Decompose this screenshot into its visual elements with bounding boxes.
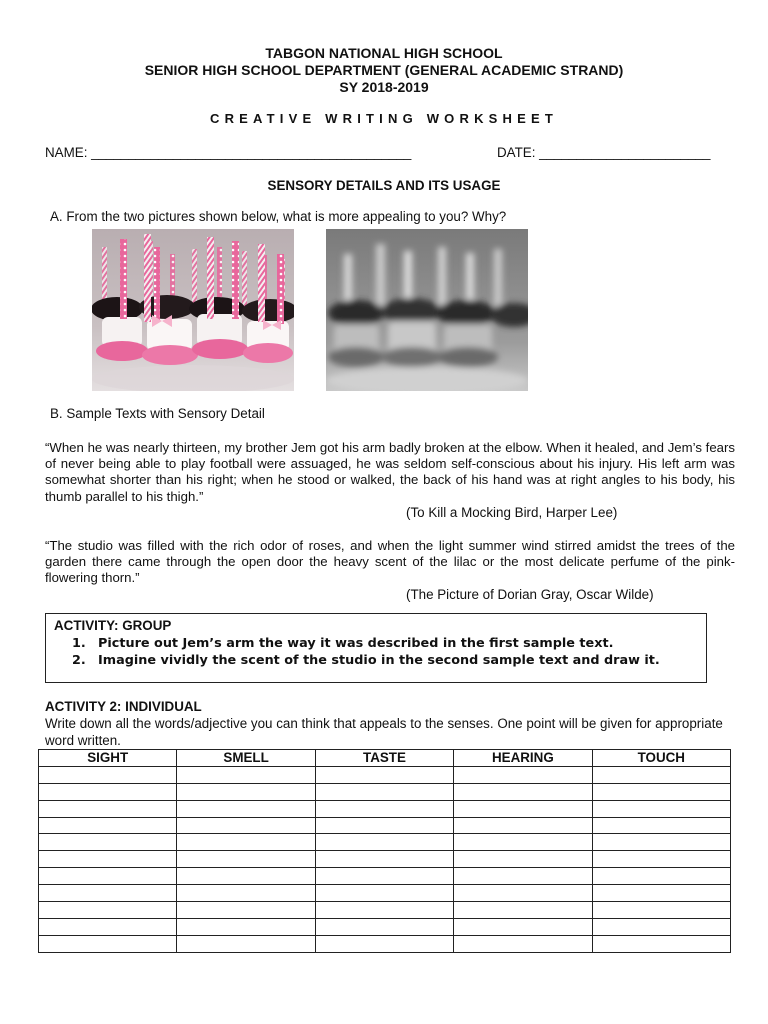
answer-cell-smell[interactable] <box>177 851 315 868</box>
table-row <box>39 935 731 952</box>
answer-cell-touch[interactable] <box>592 834 730 851</box>
answer-cell-taste[interactable] <box>315 902 453 919</box>
part-a-question: A. From the two pictures shown below, what is more appealing to you? Why? <box>50 209 507 224</box>
cake-pops-blurred-image <box>326 229 528 391</box>
table-row <box>39 834 731 851</box>
answer-cell-taste[interactable] <box>315 817 453 834</box>
group-activity-box <box>45 613 707 683</box>
answer-cell-touch[interactable] <box>592 885 730 902</box>
answer-cell-taste[interactable] <box>315 783 453 800</box>
list-item-number: 2. <box>72 653 86 668</box>
name-field[interactable]: NAME: ___________________________________________ <box>45 145 412 160</box>
school-name: TABGON NATIONAL HIGH SCHOOL <box>265 45 503 61</box>
date-field[interactable]: DATE: _______________________ <box>497 145 711 160</box>
column-header-sight: SIGHT <box>39 750 177 767</box>
answer-cell-touch[interactable] <box>592 918 730 935</box>
answer-cell-taste[interactable] <box>315 868 453 885</box>
answer-cell-hearing[interactable] <box>454 902 592 919</box>
answer-cell-smell[interactable] <box>177 800 315 817</box>
answer-cell-hearing[interactable] <box>454 918 592 935</box>
sample-text-2: “The studio was filled with the rich odor of roses, and when the light summer wind stirred amidst the trees of the garden there came through the open door the heavy scent of the lilac or the most delicate perfume of the pink-flowering thorn.” <box>45 538 735 586</box>
sample-text-1: “When he was nearly thirteen, my brother Jem got his arm badly broken at the elbow. When it healed, and Jem’s fears of never being able to play football were assuaged, he was seldom self-conscious about his injury. His left arm was somewhat shorter than his right; when he stood or walked, the back of his hand was at right angles to his body, his thumb parallel to his thigh.” <box>45 440 735 504</box>
answer-cell-sight[interactable] <box>39 918 177 935</box>
answer-cell-sight[interactable] <box>39 800 177 817</box>
answer-cell-taste[interactable] <box>315 851 453 868</box>
answer-cell-sight[interactable] <box>39 851 177 868</box>
table-row <box>39 902 731 919</box>
answer-cell-touch[interactable] <box>592 800 730 817</box>
answer-cell-sight[interactable] <box>39 817 177 834</box>
column-header-hearing: HEARING <box>454 750 592 767</box>
answer-cell-hearing[interactable] <box>454 783 592 800</box>
table-row <box>39 817 731 834</box>
answer-cell-touch[interactable] <box>592 783 730 800</box>
part-b-heading: B. Sample Texts with Sensory Detail <box>50 406 265 421</box>
answer-cell-sight[interactable] <box>39 885 177 902</box>
section-title: SENSORY DETAILS AND ITS USAGE <box>267 178 501 193</box>
answer-cell-touch[interactable] <box>592 766 730 783</box>
list-item <box>72 635 698 652</box>
answer-cell-sight[interactable] <box>39 766 177 783</box>
answer-cell-sight[interactable] <box>39 935 177 952</box>
answer-cell-touch[interactable] <box>592 817 730 834</box>
answer-cell-smell[interactable] <box>177 918 315 935</box>
answer-cell-smell[interactable] <box>177 935 315 952</box>
table-header-row <box>39 750 731 767</box>
answer-cell-taste[interactable] <box>315 918 453 935</box>
answer-cell-taste[interactable] <box>315 834 453 851</box>
answer-cell-sight[interactable] <box>39 868 177 885</box>
answer-cell-touch[interactable] <box>592 851 730 868</box>
answer-cell-touch[interactable] <box>592 868 730 885</box>
answer-cell-smell[interactable] <box>177 834 315 851</box>
column-header-smell: SMELL <box>177 750 315 767</box>
list-item-number: 1. <box>72 636 86 651</box>
table-row <box>39 851 731 868</box>
answer-cell-hearing[interactable] <box>454 851 592 868</box>
sample-citation-1: (To Kill a Mocking Bird, Harper Lee) <box>406 505 618 520</box>
answer-cell-sight[interactable] <box>39 783 177 800</box>
answer-cell-taste[interactable] <box>315 800 453 817</box>
answer-cell-smell[interactable] <box>177 766 315 783</box>
answer-cell-sight[interactable] <box>39 902 177 919</box>
table-row <box>39 885 731 902</box>
answer-cell-taste[interactable] <box>315 935 453 952</box>
answer-cell-touch[interactable] <box>592 902 730 919</box>
individual-activity-heading: ACTIVITY 2: INDIVIDUAL <box>45 699 202 714</box>
answer-cell-smell[interactable] <box>177 817 315 834</box>
table-row <box>39 800 731 817</box>
answer-cell-smell[interactable] <box>177 868 315 885</box>
answer-cell-hearing[interactable] <box>454 817 592 834</box>
column-header-touch: TOUCH <box>592 750 730 767</box>
column-header-taste: TASTE <box>315 750 453 767</box>
table-row <box>39 918 731 935</box>
answer-cell-taste[interactable] <box>315 766 453 783</box>
table-row <box>39 868 731 885</box>
list-item-text: Picture out Jem’s arm the way it was described in the first sample text. <box>98 636 614 651</box>
cake-pops-color-image <box>92 229 294 391</box>
group-activity-list <box>72 635 698 669</box>
sample-citation-2: (The Picture of Dorian Gray, Oscar Wilde) <box>406 587 654 602</box>
answer-cell-taste[interactable] <box>315 885 453 902</box>
department-name: SENIOR HIGH SCHOOL DEPARTMENT (GENERAL ACADEMIC STRAND) <box>144 62 624 78</box>
answer-cell-touch[interactable] <box>592 935 730 952</box>
list-item <box>72 652 698 669</box>
answer-cell-smell[interactable] <box>177 783 315 800</box>
table-row <box>39 766 731 783</box>
answer-cell-sight[interactable] <box>39 834 177 851</box>
answer-cell-smell[interactable] <box>177 902 315 919</box>
answer-cell-hearing[interactable] <box>454 885 592 902</box>
answer-cell-hearing[interactable] <box>454 834 592 851</box>
answer-cell-smell[interactable] <box>177 885 315 902</box>
answer-cell-hearing[interactable] <box>454 935 592 952</box>
group-activity-heading: ACTIVITY: GROUP <box>54 618 172 633</box>
individual-activity-instructions: Write down all the words/adjective you can think that appeals to the senses. One point will be given for appropriate word written. <box>45 716 723 748</box>
answer-cell-hearing[interactable] <box>454 766 592 783</box>
list-item-text: Imagine vividly the scent of the studio in the second sample text and draw it. <box>98 653 660 668</box>
answer-cell-hearing[interactable] <box>454 800 592 817</box>
senses-table <box>38 749 731 953</box>
answer-cell-hearing[interactable] <box>454 868 592 885</box>
table-row <box>39 783 731 800</box>
worksheet-title: CREATIVE WRITING WORKSHEET <box>209 111 558 126</box>
school-year: SY 2018-2019 <box>339 79 429 95</box>
